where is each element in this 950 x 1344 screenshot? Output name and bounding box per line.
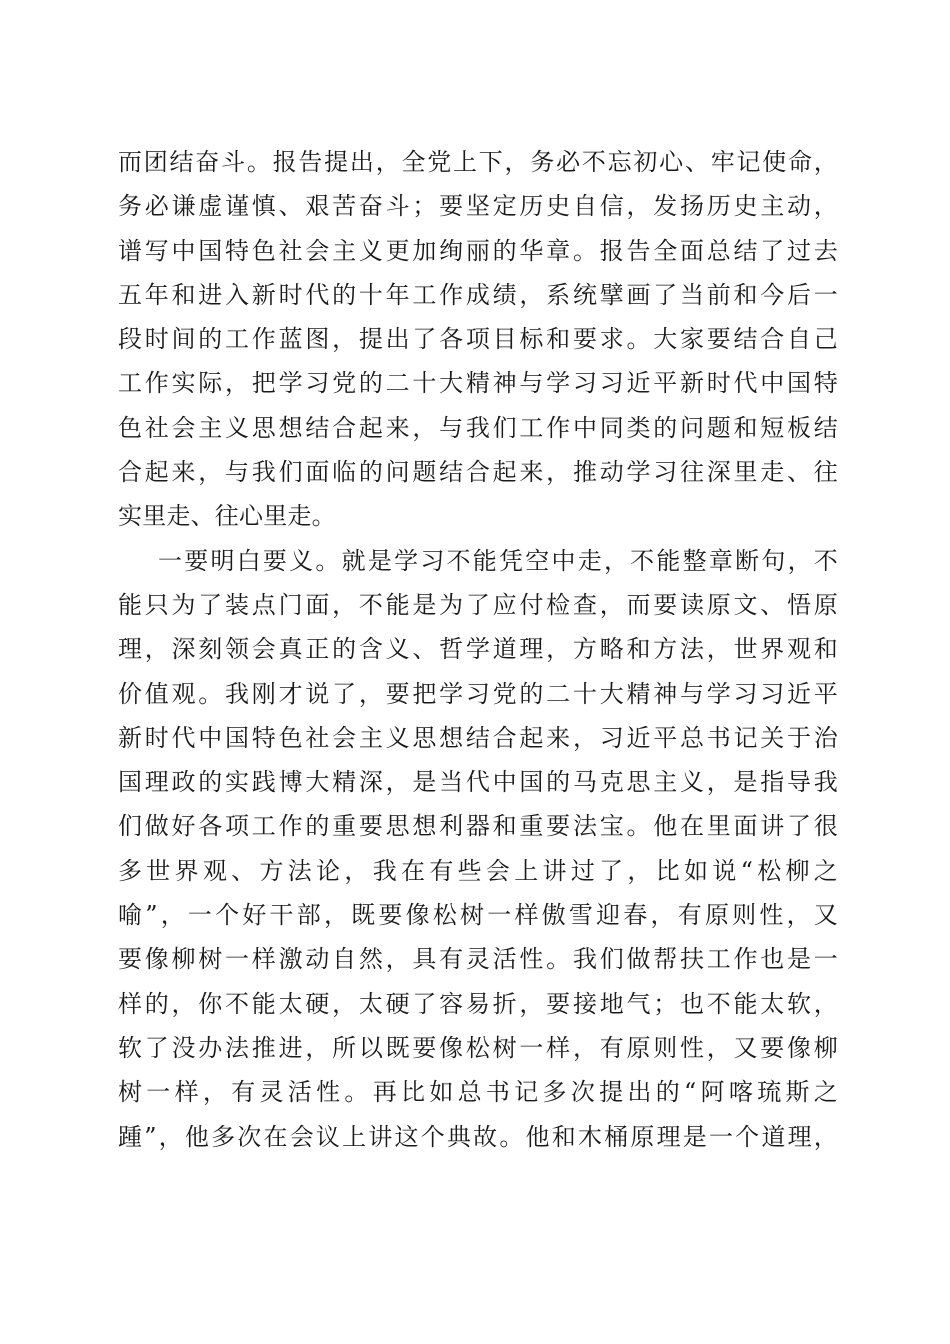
body-text xyxy=(118,140,838,1159)
text-line: 样的，你不能太硬，太硬了容易折，要接地气；也不能太软， xyxy=(118,989,838,1018)
text-line: 五年和进入新时代的十年工作成绩，系统擘画了当前和今后一 xyxy=(118,280,838,309)
paragraph-1 xyxy=(118,140,838,539)
text-line: 务必谦虚谨慎、艰苦奋斗；要坚定历史自信，发扬历史主动， xyxy=(118,192,838,221)
text-line: 色社会主义思想结合起来，与我们工作中同类的问题和短板结 xyxy=(118,413,838,442)
text-line: 理，深刻领会真正的含义、哲学道理，方略和方法，世界观和 xyxy=(118,635,838,664)
text-line: 们做好各项工作的重要思想利器和重要法宝。他在里面讲了很 xyxy=(118,812,838,841)
text-line: 段时间的工作蓝图，提出了各项目标和要求。大家要结合自己 xyxy=(118,325,838,354)
text-line: 合起来，与我们面临的问题结合起来，推动学习往深里走、往 xyxy=(118,458,838,487)
text-line: 能只为了装点门面，不能是为了应付检查，而要读原文、悟原 xyxy=(118,590,838,619)
text-line: 多世界观、方法论，我在有些会上讲过了，比如说“松柳之 xyxy=(118,856,838,885)
text-line: 工作实际，把学习党的二十大精神与学习习近平新时代中国特 xyxy=(118,369,838,398)
text-line: 软了没办法推进，所以既要像松树一样，有原则性，又要像柳 xyxy=(118,1033,838,1062)
text-line: 而团结奋斗。报告提出，全党上下，务必不忘初心、牢记使命， xyxy=(118,148,838,176)
text-line: 国理政的实践博大精深，是当代中国的马克思主义，是指导我 xyxy=(118,768,838,797)
text-line: 一要明白要义。就是学习不能凭空中走，不能整章断句，不 xyxy=(158,546,838,575)
text-line: 树一样，有灵活性。再比如总书记多次提出的“阿喀琉斯之 xyxy=(118,1078,838,1107)
text-line: 喻”，一个好干部，既要像松树一样傲雪迎春，有原则性，又 xyxy=(118,901,838,930)
text-line: 要像柳树一样激动自然，具有灵活性。我们做帮扶工作也是一 xyxy=(118,945,838,974)
paragraph-2 xyxy=(118,539,838,1159)
text-line: 实里走、往心里走。 xyxy=(118,502,336,531)
text-line: 新时代中国特色社会主义思想结合起来，习近平总书记关于治 xyxy=(118,723,838,752)
text-line: 谱写中国特色社会主义更加绚丽的华章。报告全面总结了过去 xyxy=(118,236,838,265)
text-line: 踵”，他多次在会议上讲这个典故。他和木桶原理是一个道理， xyxy=(118,1122,838,1151)
text-line: 价值观。我刚才说了，要把学习党的二十大精神与学习习近平 xyxy=(118,679,838,708)
